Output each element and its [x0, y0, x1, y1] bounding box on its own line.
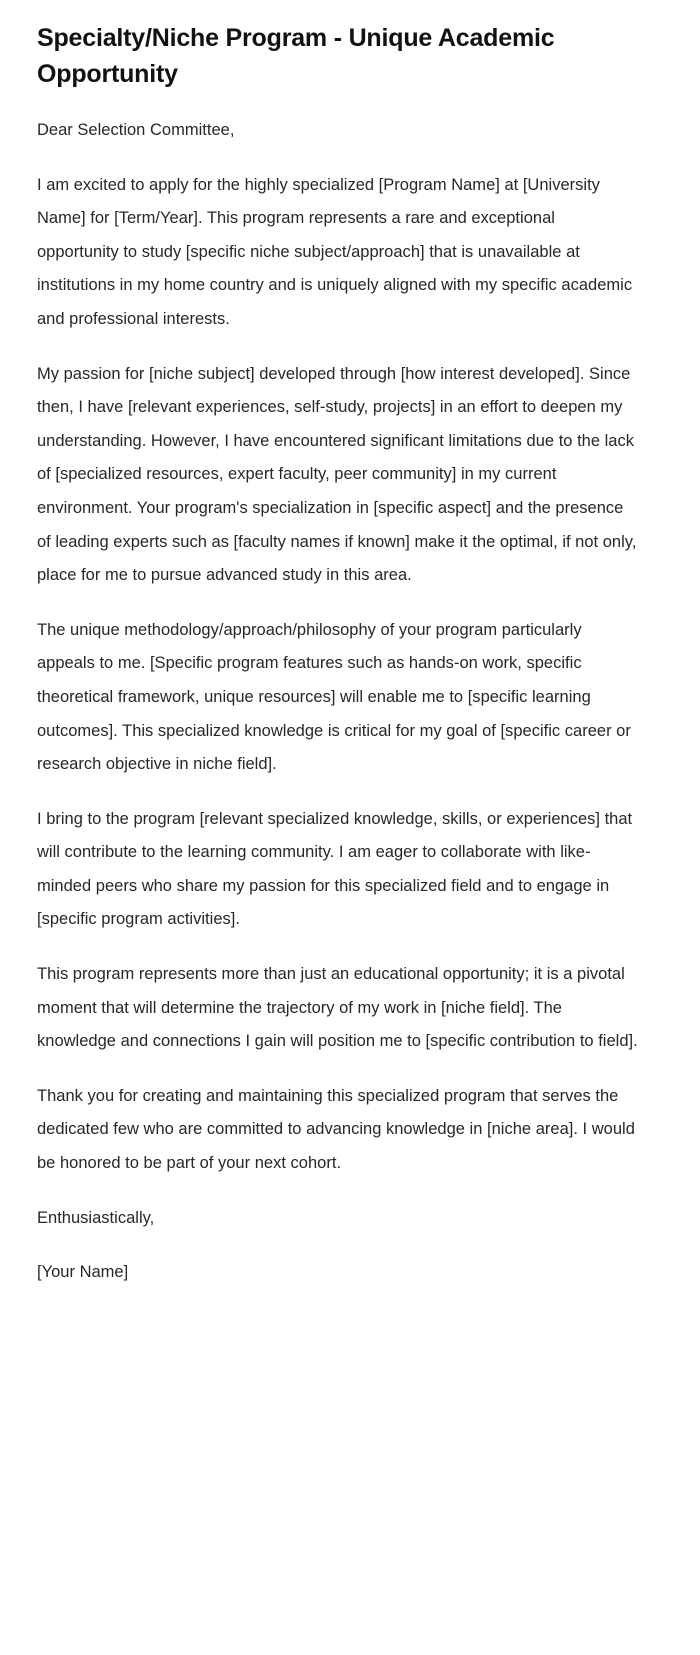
letter-paragraph: I am excited to apply for the highly specialized [Program Name] at [University Name] for [Term/Year]. This program represents a rare and exceptional opportunity to study [specific niche subject/approach] that is unavailable at institutions in my home country and is uniquely aligned with my specific academic and professional interests.: [37, 175, 633, 328]
letter-signature: [Your Name]: [37, 1263, 129, 1282]
letter-paragraph: This program represents more than just an educational opportunity; it is a pivotal moment that will determine the trajectory of my work in [niche field]. The knowledge and connections I gain will position me to [specific contribution to field].: [37, 965, 638, 1051]
letter-closing: Enthusiastically,: [37, 1208, 155, 1227]
letter-paragraph: Thank you for creating and maintaining this specialized program that serves the dedicated few who are committed to advancing knowledge in [niche area]. I would be honored to be part of your next cohort.: [37, 1086, 635, 1173]
page-title: Specialty/Niche Program - Unique Academic Opportunity: [37, 24, 555, 88]
letter-paragraph: My passion for [niche subject] developed through [how interest developed]. Since then, I have [relevant experiences, self-study, projects] in an effort to deepen my understanding. However, I have encountered significant limitations due to the lack of [specialized resources, expert faculty, peer community] in my current environment. Your program's specialization in [specific aspect] and the presence of leading experts such as [faculty names if known] make it the optimal, if not only, place for me to pursue advanced study in this area.: [37, 364, 637, 585]
letter-paragraph: The unique methodology/approach/philosophy of your program particularly appeals to me. [Specific program features such as hands-on work, specific theoretical framework, unique resources] will enable me to [specific learning outcomes]. This specialized knowledge is critical for my goal of [specific career or research objective in niche field].: [37, 620, 631, 774]
letter-paragraph: I bring to the program [relevant specialized knowledge, skills, or experiences] that will contribute to the learning community. I am eager to collaborate with like-minded peers who share my passion for this specialized field and to engage in [specific program activities].: [37, 809, 633, 929]
letter-salutation: Dear Selection Committee,: [37, 121, 235, 139]
